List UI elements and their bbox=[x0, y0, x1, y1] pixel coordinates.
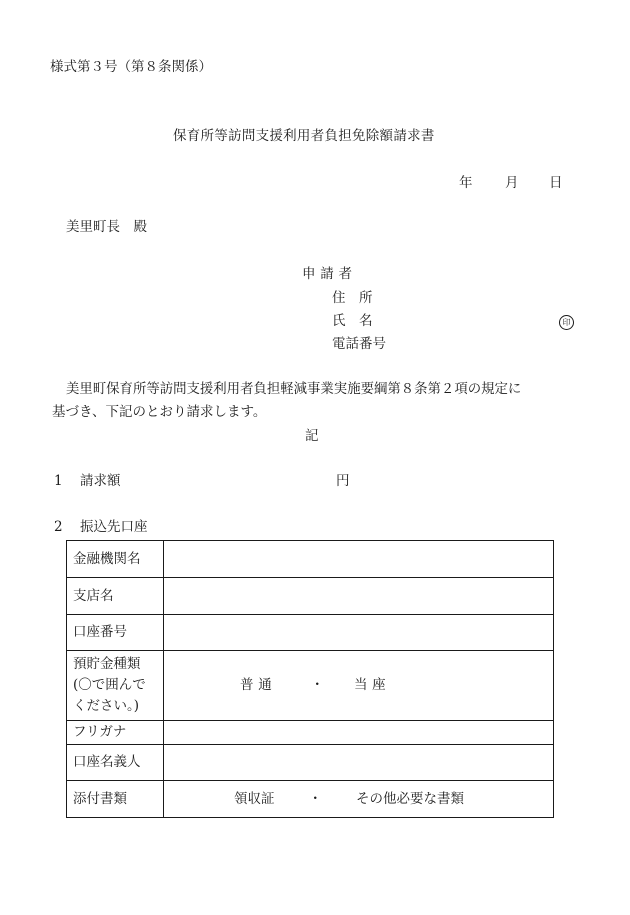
ki-heading: 記 bbox=[305, 428, 319, 444]
addressee: 美里町長 殿 bbox=[66, 219, 147, 235]
date-day-label: 日 bbox=[549, 175, 563, 191]
item-2-number: 2 bbox=[54, 519, 63, 535]
deposit-type-label-line-3: ください。) bbox=[73, 697, 140, 714]
table-row-attachments bbox=[67, 781, 554, 818]
form-number: 様式第３号（第８条関係） bbox=[50, 59, 212, 75]
date-year-label: 年 bbox=[459, 175, 473, 191]
bank-name-label: 金融機関名 bbox=[67, 541, 164, 578]
table-row-deposit-type bbox=[67, 651, 554, 721]
phone-label: 電話番号 bbox=[332, 336, 386, 352]
table-row-furigana bbox=[67, 721, 554, 745]
account-number-field[interactable] bbox=[164, 615, 554, 651]
account-holder-label: 口座名義人 bbox=[67, 745, 164, 781]
deposit-type-field bbox=[164, 651, 554, 721]
attachment-option-other[interactable]: その他必要な書類 bbox=[356, 790, 464, 807]
branch-name-label: 支店名 bbox=[67, 578, 164, 615]
item-1-label: 請求額 bbox=[80, 473, 121, 489]
branch-name-field[interactable] bbox=[164, 578, 554, 615]
item-1-unit: 円 bbox=[336, 473, 350, 489]
deposit-type-label bbox=[67, 651, 164, 721]
date-month-label: 月 bbox=[505, 175, 519, 191]
item-1-number: 1 bbox=[54, 473, 63, 489]
seal-mark bbox=[559, 315, 574, 330]
item-2-label: 振込先口座 bbox=[80, 519, 148, 535]
attachments-field bbox=[164, 781, 554, 818]
applicant-heading: 申請者 bbox=[302, 266, 357, 282]
name-label: 氏 名 bbox=[332, 313, 373, 329]
body-text-line-1: 美里町保育所等訪問支援利用者負担軽減事業実施要綱第８条第２項の規定に bbox=[66, 382, 522, 397]
deposit-option-separator: ・ bbox=[310, 677, 324, 694]
account-number-label: 口座番号 bbox=[67, 615, 164, 651]
page-title: 保育所等訪問支援利用者負担免除額請求書 bbox=[173, 128, 435, 144]
deposit-option-current[interactable]: 当座 bbox=[353, 677, 391, 694]
address-label: 住 所 bbox=[332, 290, 373, 306]
attachments-label: 添付書類 bbox=[67, 781, 164, 818]
furigana-field[interactable] bbox=[164, 721, 554, 745]
table-row-branch-name bbox=[67, 578, 554, 615]
deposit-type-label-line-1: 預貯金種類 bbox=[73, 656, 141, 673]
attachment-option-separator: ・ bbox=[308, 790, 322, 807]
account-holder-field[interactable] bbox=[164, 745, 554, 781]
body-text-line-2: 基づき、下記のとおり請求します。 bbox=[52, 404, 267, 420]
bank-name-field[interactable] bbox=[164, 541, 554, 578]
seal-icon: 印 bbox=[559, 315, 574, 330]
furigana-label: フリガナ bbox=[67, 721, 164, 745]
table-row-bank-name bbox=[67, 541, 554, 578]
bank-account-table bbox=[66, 540, 554, 818]
attachment-option-receipt[interactable]: 領収証 bbox=[234, 790, 275, 807]
deposit-type-label-line-2: (〇で囲んで bbox=[73, 677, 146, 694]
table-row-account-holder bbox=[67, 745, 554, 781]
table-row-account-number bbox=[67, 615, 554, 651]
deposit-option-ordinary[interactable]: 普通 bbox=[240, 677, 277, 694]
